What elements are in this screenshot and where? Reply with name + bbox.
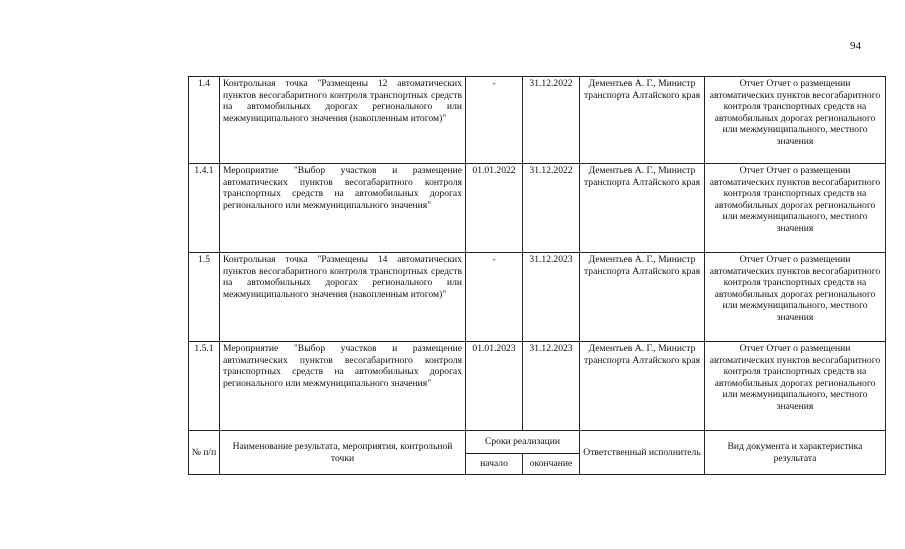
header-document: Вид документа и характеристика результата	[705, 431, 886, 475]
header-responsible: Ответственный исполнитель	[580, 431, 705, 475]
row-end-date: 31.12.2023	[523, 253, 580, 342]
row-responsible: Дементьев А. Г., Министр транспорта Алтайского края	[580, 164, 705, 253]
row-number: 1.5.1	[189, 342, 220, 431]
row-start-date: -	[466, 77, 523, 164]
row-start-date: -	[466, 253, 523, 342]
row-name: Контрольная точка "Размещены 12 автоматических пунктов весогабаритного контроля транспортных средств на автомобильных дорогах регионального или межмуниципального значения (накопленным итогом)"	[220, 77, 466, 164]
row-name: Мероприятие "Выбор участков и размещение автоматических пунктов весогабаритного контроля транспортных средств на автомобильных дорогах регионального или межмуниципального значения"	[220, 342, 466, 431]
row-number: 1.4.1	[189, 164, 220, 253]
table-row	[189, 164, 886, 253]
row-end-date: 31.12.2022	[523, 164, 580, 253]
row-responsible: Дементьев А. Г., Министр транспорта Алтайского края	[580, 77, 705, 164]
row-responsible: Дементьев А. Г., Министр транспорта Алтайского края	[580, 342, 705, 431]
row-end-date: 31.12.2023	[523, 342, 580, 431]
row-document: Отчет Отчет о размещении автоматических пунктов весогабаритного контроля транспортных средств на автомобильных дорогах регионального или межмуниципального, местного значения	[705, 164, 886, 253]
header-start: начало	[466, 454, 523, 475]
results-table	[188, 76, 886, 475]
row-name: Контрольная точка "Размещены 14 автоматических пунктов весогабаритного контроля транспортных средств на автомобильных дорогах регионального или межмуниципального значения (накопленным итогом)"	[220, 253, 466, 342]
row-document: Отчет Отчет о размещении автоматических пунктов весогабаритного контроля транспортных средств на автомобильных дорогах регионального или межмуниципального, местного значения	[705, 77, 886, 164]
row-number: 1.4	[189, 77, 220, 164]
row-document: Отчет Отчет о размещении автоматических пунктов весогабаритного контроля транспортных средств на автомобильных дорогах регионального или межмуниципального, местного значения	[705, 342, 886, 431]
header-name: Наименование результата, мероприятия, контрольной точки	[220, 431, 466, 475]
header-row	[189, 431, 886, 454]
row-name: Мероприятие "Выбор участков и размещение автоматических пунктов весогабаритного контроля транспортных средств на автомобильных дорогах регионального или межмуниципального значения"	[220, 164, 466, 253]
row-document: Отчет Отчет о размещении автоматических пунктов весогабаритного контроля транспортных средств на автомобильных дорогах регионального или межмуниципального, местного значения	[705, 253, 886, 342]
table-row	[189, 253, 886, 342]
row-start-date: 01.01.2022	[466, 164, 523, 253]
row-responsible: Дементьев А. Г., Министр транспорта Алтайского края	[580, 253, 705, 342]
header-end: окончание	[523, 454, 580, 475]
table-row	[189, 77, 886, 164]
row-start-date: 01.01.2023	[466, 342, 523, 431]
header-period: Сроки реализации	[466, 431, 580, 454]
page-number: 94	[850, 40, 861, 52]
table-row	[189, 342, 886, 431]
row-end-date: 31.12.2022	[523, 77, 580, 164]
header-number: № п/п	[189, 431, 220, 475]
row-number: 1.5	[189, 253, 220, 342]
